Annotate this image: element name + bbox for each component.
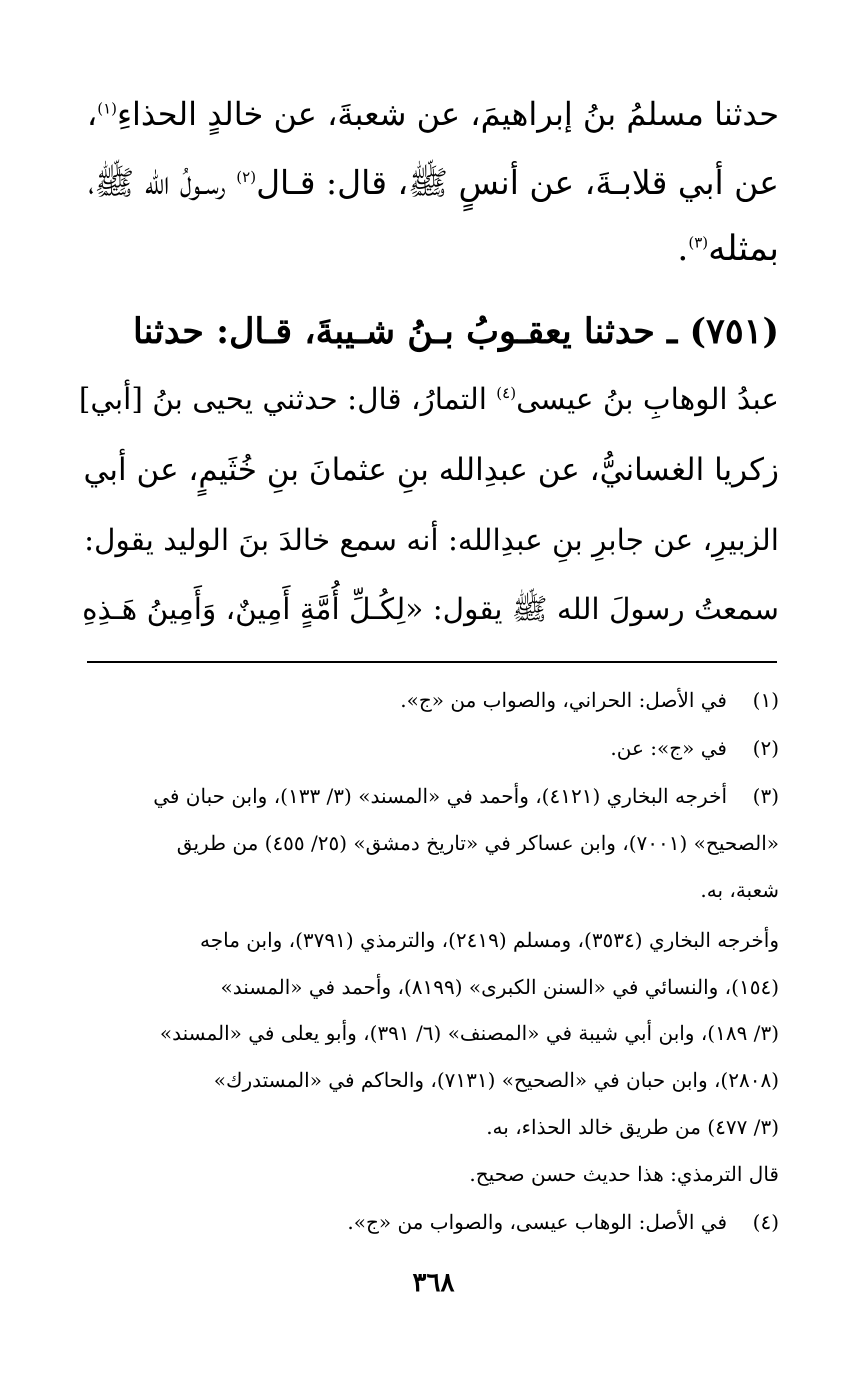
footnote-number: (٤)	[752, 1210, 779, 1234]
text-segment: رسـولُ الله ﷺ،	[88, 163, 237, 202]
footnote-line: قال الترمذي: هذا حديث حسن صحيح.	[469, 1162, 779, 1186]
footnote-text: أخرجه البخاري (٤١٢١)، وأحمد في «المسند» (٣/ ١٣٣)، وابن حبان في	[153, 784, 727, 808]
main-text-line	[88, 163, 779, 202]
footnote-marker: (٢)	[236, 168, 257, 186]
footnote-marker: (٤)	[496, 384, 517, 403]
footnote-1	[70, 690, 779, 710]
text-segment: بمثله	[708, 229, 779, 269]
footnote-line: (٢٨٠٨)، وابن حبان في «الصحيح» (٧١٣١)، والحاكم في «المستدرك»	[213, 1068, 779, 1092]
main-text-line	[677, 229, 779, 269]
footnote-line: (١٥٤)، والنسائي في «السنن الكبرى» (٨١٩٩)، وأحمد في «المسند»	[220, 975, 779, 999]
footnote-separator	[87, 661, 777, 663]
footnote-number: (٣)	[752, 784, 779, 808]
main-text-line	[78, 382, 779, 416]
text-segment: حدثنا مسلمُ بنُ إبراهيمَ، عن شعبةَ، عن خالدٍ الحذاءِ	[116, 95, 779, 133]
footnote-line: وأخرجه البخاري (٣٥٣٤)، ومسلم (٢٤١٩)، والترمذي (٣٧٩١)، وابن ماجه	[200, 928, 779, 952]
main-text-line: زكريا الغسانيُّ، عن عبدِالله بنِ عثمانَ بنِ خُثَيمٍ، عن أبي	[83, 452, 779, 488]
main-text-line: سمعتُ رسولَ الله ﷺ يقول: «لِكُـلِّ أُمَّةٍ أَمِينٌ، وَأَمِينُ هَـذِهِ	[82, 592, 779, 626]
text-segment: عن أبي قلابـةَ، عن أنسٍ ﷺ، قال: قـال	[256, 163, 779, 202]
footnote-4	[70, 1212, 779, 1232]
footnote-line: (٣/ ٤٧٧) من طريق خالد الحذاء، به.	[486, 1115, 779, 1139]
footnote-text: في الأصل: الوهاب عيسى، والصواب من «ج».	[347, 1210, 727, 1234]
page-number: ٣٦٨	[412, 1268, 455, 1298]
footnote-marker: (١)	[97, 99, 117, 118]
hadith-heading-line: (٧٥١) ـ حدثنا يعقـوبُ بـنُ شـيبةَ، قـال: حدثنا	[132, 311, 779, 352]
main-text-line: الزبيرِ، عن جابرِ بنِ عبدِالله: أنه سمع خالدَ بنَ الوليد يقول:	[84, 523, 779, 557]
footnote-text: في الأصل: الحراني، والصواب من «ج».	[400, 688, 727, 712]
footnote-line: (٣/ ١٨٩)، وابن أبي شيبة في «المصنف» (٦/ ٣٩١)، وأبو يعلى في «المسند»	[159, 1021, 779, 1045]
main-text-line	[86, 95, 779, 133]
footnote-line: شعبة، به.	[700, 878, 779, 902]
text-segment: التمارُ، قال: حدثني يحيى بنُ [أبي]	[78, 382, 497, 416]
footnote-text: في «ج»: عن.	[610, 736, 727, 760]
footnote-number: (٢)	[752, 736, 779, 760]
footnote-2	[70, 738, 779, 758]
text-segment: ،	[86, 95, 98, 133]
text-segment: عبدُ الوهابِ بنُ عيسى	[516, 382, 779, 416]
text-segment: .	[677, 229, 689, 269]
footnote-number: (١)	[752, 688, 779, 712]
footnote-line: «الصحيح» (٧٠٠١)، وابن عساكر في «تاريخ دمشق» (٢٥/ ٤٥٥) من طريق	[176, 831, 779, 855]
footnote-3	[70, 786, 779, 806]
footnote-marker: (٣)	[688, 233, 709, 252]
